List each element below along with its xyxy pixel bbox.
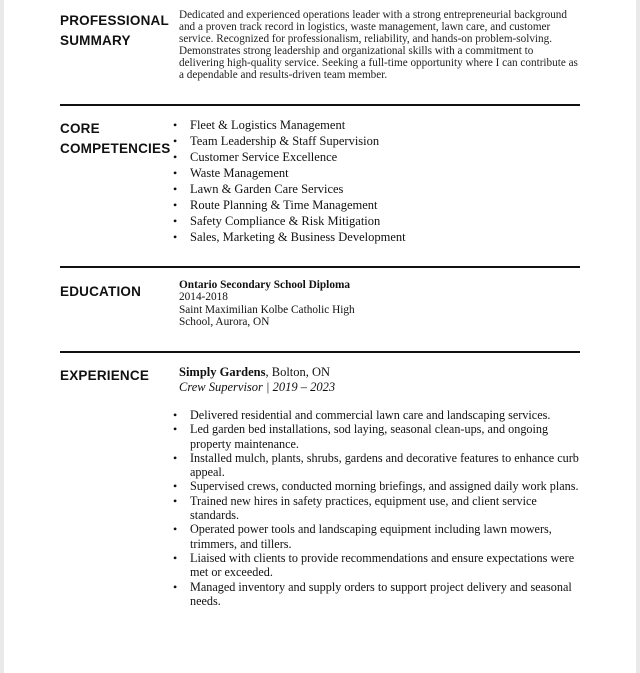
competencies-list [173, 117, 573, 245]
company-name: Simply Gardens [179, 365, 266, 379]
summary-heading-line1: PROFESSIONAL [60, 13, 169, 28]
list-item: • Delivered residential and commercial lawn care and landscaping services. [173, 408, 585, 422]
summary-heading [60, 11, 169, 51]
list-item: • Operated power tools and landscaping equipment including lawn mowers, trimmers, and tillers. [173, 522, 585, 551]
list-item: • Lawn & Garden Care Services [173, 181, 573, 197]
school-line1: Saint Maximilian Kolbe Catholic High [179, 303, 355, 316]
list-item: • Sales, Marketing & Business Development [173, 229, 573, 245]
section-divider [60, 104, 580, 106]
list-item: • Led garden bed installations, sod laying, seasonal clean-ups, and ongoing property maintenance. [173, 422, 585, 451]
list-item: • Safety Compliance & Risk Mitigation [173, 213, 573, 229]
list-item: • Trained new hires in safety practices, equipment use, and client service standards. [173, 494, 585, 523]
list-item: • Supervised crews, conducted morning briefings, and assigned daily work plans. [173, 479, 585, 493]
list-item: • Liaised with clients to provide recommendations and ensure expectations were met or exceeded. [173, 551, 585, 580]
competencies-heading-line2: COMPETENCIES [60, 141, 171, 156]
list-item: • Team Leadership & Staff Supervision [173, 133, 573, 149]
job-company-line [179, 365, 559, 380]
company-location: , Bolton, ON [265, 365, 331, 379]
competencies-heading-line1: CORE [60, 121, 100, 136]
job-role: Crew Supervisor | 2019 – 2023 [179, 379, 336, 394]
section-divider [60, 266, 580, 268]
competencies-heading [60, 119, 170, 159]
list-item: • Waste Management [173, 165, 573, 181]
section-divider [60, 351, 580, 353]
list-item: • Installed mulch, plants, shrubs, gardens and decorative features to enhance curb appeal. [173, 451, 585, 480]
education-details [179, 279, 559, 329]
list-item: • Customer Service Excellence [173, 149, 573, 165]
summary-text: Dedicated and experienced operations leader with a strong entrepreneurial background and a proven track record in logistics, waste management, lawn care, and customer service. Recognized for professionalism, reliability, and hands-on problem-solving. Demonstrates strong leadership and organizational skills with a commitment to delivering high-quality service. Seeking a full-time opportunity where I can contribute as a dependable and results-driven team member. [179, 9, 578, 82]
resume-page [4, 0, 636, 673]
experience-bullets [173, 408, 585, 608]
list-item: • Managed inventory and supply orders to support project delivery and seasonal needs. [173, 580, 585, 609]
school-line2: School, Aurora, ON [179, 316, 270, 329]
list-item: • Fleet & Logistics Management [173, 117, 573, 133]
summary-heading-line2: SUMMARY [60, 33, 131, 48]
degree: Ontario Secondary School Diploma [179, 279, 351, 291]
job-header [179, 365, 559, 394]
list-item: • Route Planning & Time Management [173, 197, 573, 213]
education-years: 2014-2018 [179, 291, 228, 304]
experience-heading: EXPERIENCE [60, 368, 150, 383]
education-heading: EDUCATION [60, 284, 142, 299]
